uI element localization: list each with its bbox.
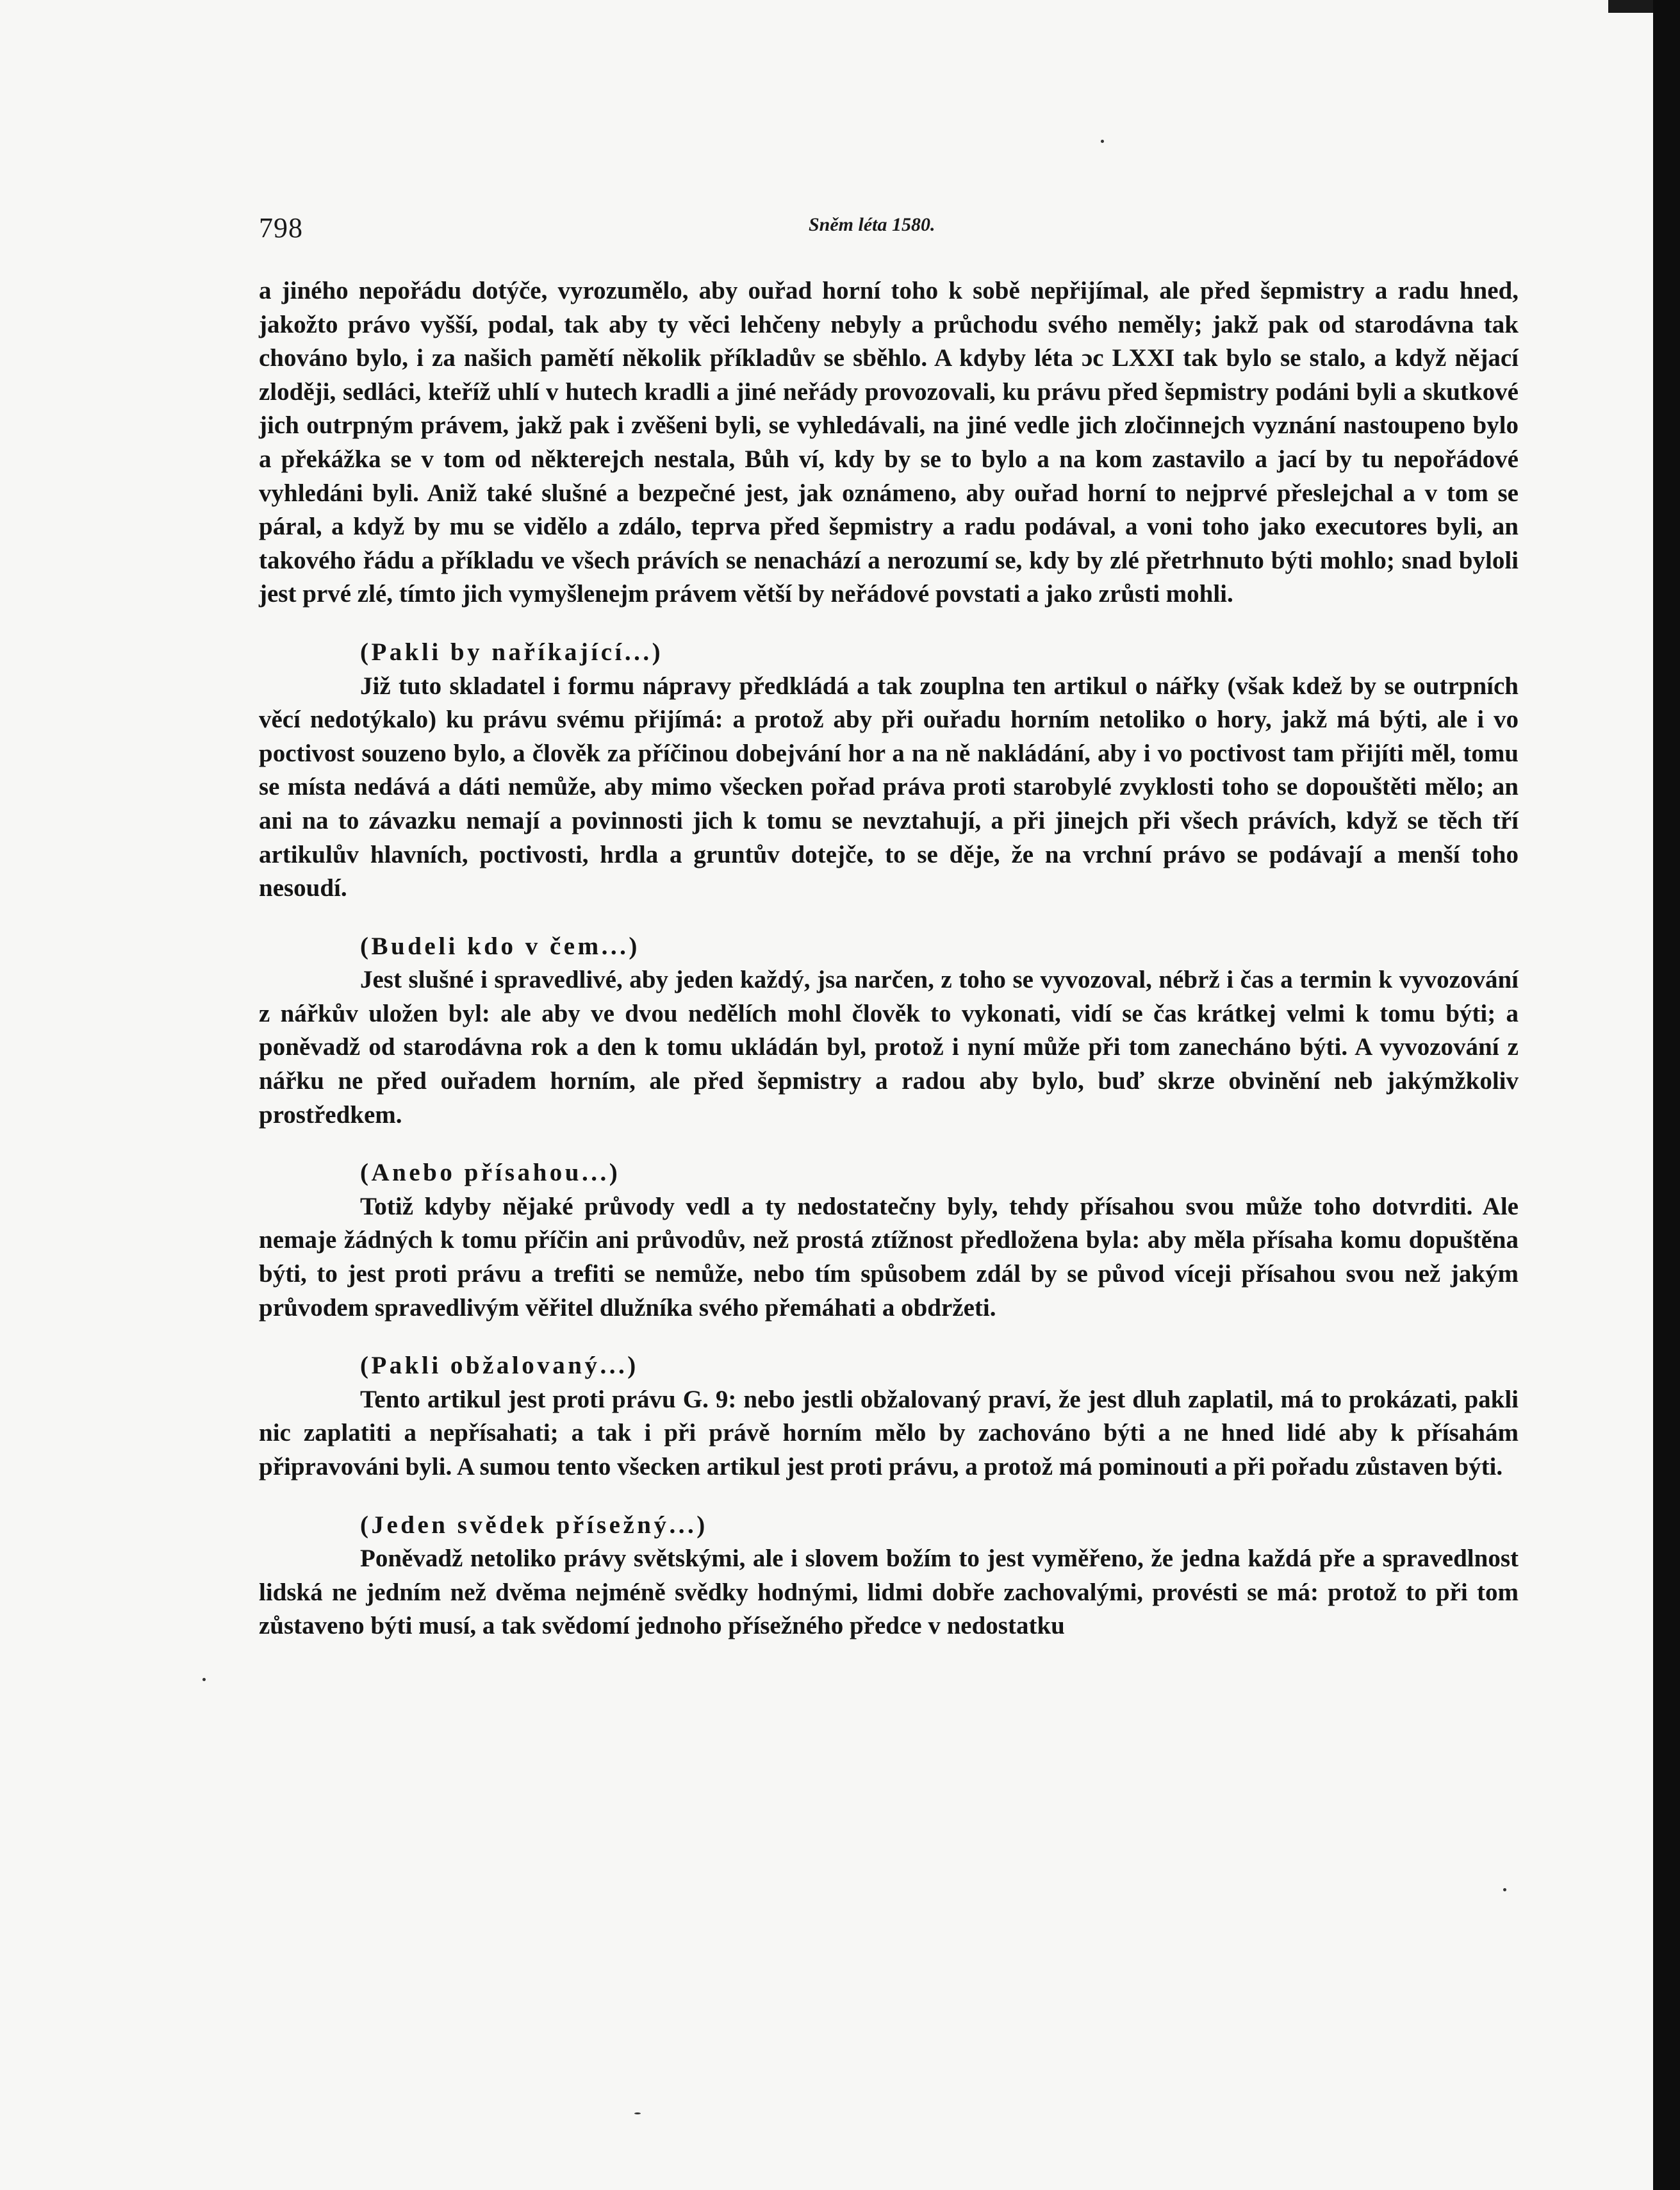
scan-speck <box>634 2112 641 2114</box>
section-anebo-prisahou <box>259 1156 1519 1325</box>
section-heading: (Pakli obžalovaný...) <box>360 1352 639 1380</box>
section-budeli-kdo <box>259 930 1519 1132</box>
scan-speck <box>1503 1888 1506 1891</box>
section-paragraph: Již tuto skladatel i formu nápravy předkládá a tak zouplna ten artikul o nářky (však kdež by se outrpních věcí nedotýkalo) ku právu svému přijímá: a protož aby při ouřadu horním netoliko o hory, jakž má býti, ale i vo poctivost souzeno bylo, a člověk za příčinou dobejvání hor a na ně nakládání, aby i vo poctivost tam přijíti měl, tomu se místa nedává a dáti nemůže, aby mimo všecken pořad práva proti starobylé zvyklosti toho se dopouštěti mělo; an ani na to závazku nemají a povinnosti jich k tomu se nevztahují, a při jinejch při všech právích, když se těch tří artikulův hlavních, poctivosti, hrdla a gruntův dotejče, to se děje, že na vrchní právo se podávají a menší toho nesoudí. <box>259 672 1519 902</box>
page-header <box>259 206 1519 245</box>
section-heading: (Jeden svědek přísežný...) <box>360 1511 708 1539</box>
section-paragraph: Poněvadž netoliko právy světskými, ale i slovem božím to jest vyměřeno, že jedna každá pře a spravedlnost lidská ne jedním než dvěma nejméně svědky hodnými, lidmi dobře zachovalými, provésti se má: protož to při tom zůstaveno býti musí, a tak svědomí jednoho přísežného předce v nedostatku <box>259 1545 1519 1640</box>
intro-paragraph: a jiného nepořádu dotýče, vyrozumělo, aby ouřad horní toho k sobě nepřijímal, ale před šepmistry a radu hned, jakožto právo vyšší, podal, tak aby ty věci lehčeny nebyly a průchodu svého neměly; jakž pak od starodávna tak chováno bylo, i za našich pamětí několik příkladův se sběhlo. A kdyby léta ɔc LXXI tak bylo se stalo, a když nějací zloději, sedláci, kteříž uhlí v hutech kradli a jiné neřády provozovali, ku právu před šepmistry podáni byli a skutkové jich outrpným právem, jakž pak i zvěšeni byli, se vyhledávali, na jiné vedle jich zločinnejch vyznání nastoupeno bylo a překážka se v tom od některejch nestala, Bůh ví, kdy by se to bylo a na kom zastavilo a jací by tu nepořádové vyhledáni byli. Aniž také slušné a bezpečné jest, jak oznámeno, aby ouřad horní to nejprvé přeslejchal a v tom se páral, a když by mu se vidělo a zdálo, teprva před šepmistry a radu podával, a voni toho jako executores byli, an takového řádu a příkladu ve všech právích se nenachází a nerozumí se, kdy by zlé přetrhnuto býti mohlo; snad byloli jest prvé zlé, tímto jich vymyšlenejm právem větší by neřádové povstati a jako zrůsti mohli. <box>259 277 1519 608</box>
scan-corner-shadow <box>1608 0 1653 13</box>
section-heading: (Anebo přísahou...) <box>360 1159 621 1187</box>
section-paragraph: Tento artikul jest proti právu G. 9: nebo jestli obžalovaný praví, že jest dluh zaplatil, má to prokázati, pakli nic zaplatiti a nepřísahati; a tak i při právě horním mělo by zachováno býti a ne hned lidé aby k přísahám připravováni byli. A sumou tento všecken artikul jest proti právu, a protož má pominouti a při pořadu zůstaven býti. <box>259 1385 1519 1481</box>
section-heading: (Budeli kdo v čem...) <box>360 932 640 960</box>
scan-edge-shadow <box>1653 0 1680 2190</box>
page-body <box>259 274 1519 1643</box>
section-heading: (Pakli by naříkající...) <box>360 638 664 666</box>
section-jeden-svedek <box>259 1509 1519 1643</box>
scan-speck <box>1101 140 1104 143</box>
section-pakli-obzalovany <box>259 1349 1519 1484</box>
section-paragraph: Jest slušné i spravedlivé, aby jeden každý, jsa narčen, z toho se vyvozoval, nébrž i čas a termin k vyvozování z nářkův uložen byl: ale aby ve dvou nedělích mohl člověk to vykonati, vidí se čas krátkej velmi k tomu býti; a poněvadž od starodávna rok a den k tomu ukládán byl, protož i nyní může při tom zanecháno býti. A vyvozování z nářku ne před ouřadem horním, ale před šepmistry a radou aby bylo, buď skrze obvinění neb jakýmžkoliv prostředkem. <box>259 966 1519 1129</box>
running-head: Sněm léta 1580. <box>809 214 935 235</box>
section-pakli-by-narikajici <box>259 636 1519 906</box>
page-number: 798 <box>259 212 303 244</box>
scan-speck <box>202 1678 206 1681</box>
section-paragraph: Totiž kdyby nějaké průvody vedl a ty nedostatečny byly, tehdy přísahou svou může toho dotvrditi. Ale nemaje žádných k tomu příčin ani průvodův, než prostá ztížnost předložena byla: aby měla přísaha komu dopuštěna býti, to jest proti právu a trefiti se nemůže, nebo tím spůsobem zdál by se původ víceji přísahou svou než jakým průvodem spravedlivým věřitel dlužníka svého přemáhati a obdržeti. <box>259 1192 1519 1322</box>
